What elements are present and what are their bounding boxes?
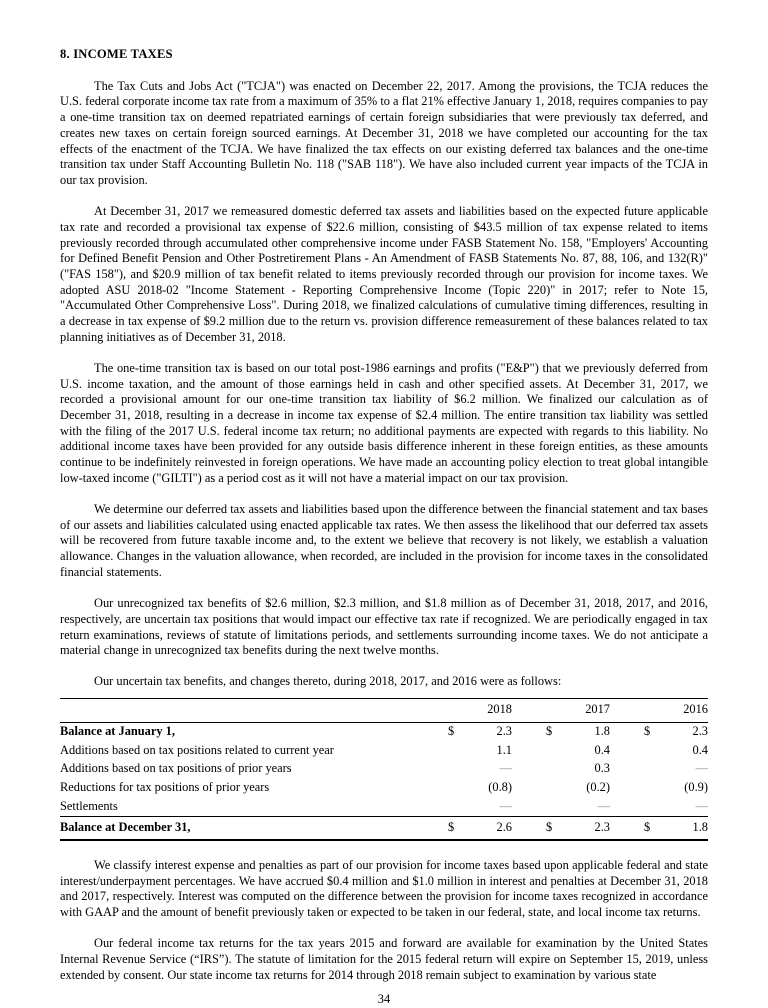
paragraph-unrecognized-benefits: Our unrecognized tax benefits of $2.6 million, $2.3 million, and $1.8 million as of December 31, 2018, 2017, and 2016, respectively, are uncertain tax positions that would impact our effective tax rate if recognized. We are periodically engaged in tax return examinations, reviews of statute of limitations periods, and settlements surrounding income taxes. We do not anticipate a material change in unrecognized tax benefits during the next twelve months. [60, 596, 708, 658]
currency-symbol [448, 742, 462, 761]
row-label: Settlements [60, 798, 118, 813]
paragraph-deferred-remeasurement: At December 31, 2017 we remeasured domestic deferred tax assets and liabilities based on the expected future applicable tax rate and recorded a provisional tax expense of $22.6 million, consisting of $43.5 million of tax expense related to items previously recorded through accumulated other comprehensive income under FASB Statement No. 158, "Employers' Accounting for Defined Benefit Pension and Other Postretirement Plans - An Amendment of FASB Statements No. 87, 88, 106, and 132(R)" ("FAS 158"), and $20.9 million of tax benefit related to items previously recorded through our provision for income taxes. We adopted ASU 2018-02 "Income Statement - Reporting Comprehensive Income (Topic 220)" in 2017; refer to Note 15, "Accumulated Other Comprehensive Loss". During 2018, we finalized calculations of cumulative timing differences, resulting in a decrease in tax expense of $9.2 million due to the return vs. provision difference remeasurement of these balances related to tax planning initiatives as of December 31, 2018. [60, 204, 708, 344]
currency-symbol [512, 798, 560, 817]
value-cell: — [597, 798, 610, 813]
currency-symbol: $ [512, 817, 560, 840]
paragraph-table-intro: Our uncertain tax benefits, and changes thereto, during 2018, 2017, and 2016 were as follows: [94, 674, 562, 689]
value-cell: — [695, 798, 708, 813]
table-row-reductions-prior-years [60, 779, 708, 798]
value-cell: (0.2) [586, 779, 610, 794]
currency-symbol: $ [644, 723, 651, 738]
table-header-row [60, 699, 708, 723]
currency-symbol [448, 798, 462, 817]
section-heading: 8. INCOME TAXES [60, 47, 173, 61]
row-label: Balance at January 1, [60, 723, 175, 738]
value-cell: 1.8 [658, 817, 708, 840]
currency-symbol [448, 779, 462, 798]
paragraph-transition-tax: The one-time transition tax is based on our total post-1986 earnings and profits ("E&P") that we previously deferred from U.S. income taxation, and the amount of those earnings held in cash and other specified assets. At December 31, 2017, we recorded a provisional amount for our one-time transition tax liability of $6.2 million. We finalized our calculation as of December 31, 2018, resulting in a decrease in income tax expense of $2.4 million. The entire transition tax liability was settled with the filing of the 2017 U.S. federal income tax return; no additional payments are expected with regards to this liability. No additional income taxes have been provided for any outside basis difference inherent in these foreign entities, as these amounts continue to be indefinitely reinvested in foreign operations. We have made an accounting policy election to treat global intangible low-taxed income ("GILTI") as a period cost as it will not have a material impact on our tax provision. [60, 360, 708, 485]
value-cell: (0.8) [488, 779, 512, 794]
value-cell: 2.3 [560, 817, 610, 840]
currency-symbol [610, 742, 658, 761]
value-cell: 1.8 [594, 723, 610, 738]
value-cell: 0.4 [692, 742, 708, 757]
value-cell: — [499, 798, 512, 813]
value-cell: 2.3 [496, 723, 512, 738]
value-cell: — [695, 761, 708, 776]
currency-symbol [610, 779, 658, 798]
currency-symbol [610, 798, 658, 817]
table-row-additions-prior-years [60, 760, 708, 779]
currency-symbol: $ [546, 723, 553, 738]
table-row-balance-december [60, 817, 708, 840]
value-cell: 0.3 [594, 761, 610, 776]
row-label: Additions based on tax positions of prior years [60, 761, 292, 776]
year-column-2016: 2016 [610, 699, 708, 723]
uncertain-tax-benefits-table [60, 698, 708, 841]
value-cell: (0.9) [684, 779, 708, 794]
paragraph-tcja-enactment: The Tax Cuts and Jobs Act ("TCJA") was enacted on December 22, 2017. Among the provisions, the TCJA reduces the U.S. federal corporate income tax rate from a maximum of 35% to a flat 21% effective January 1, 2018, requires companies to pay a one-time transition tax on deemed repatriated earnings of certain foreign subsidiaries that were previously tax deferred, and creates new taxes on certain foreign sourced earnings. At December 31, 2018 we have completed our accounting for the tax effects of the enactment of the TCJA. We have finalized the tax effects on our existing deferred tax balances and the one-time transition tax under Staff Accounting Bulletin No. 118 ("SAB 118"). We have also included current year impacts of the TCJA in our tax provision. [60, 78, 708, 187]
table-row-settlements [60, 798, 708, 817]
row-label: Balance at December 31, [60, 817, 448, 840]
value-cell: 1.1 [496, 742, 512, 757]
page-number: 34 [377, 991, 391, 1006]
currency-symbol: $ [448, 723, 455, 738]
paragraph-interest-penalties: We classify interest expense and penalties as part of our provision for income taxes based upon applicable federal and state interest/underpayment percentages. We have accrued $0.4 million and $1.0 million in interest and penalties at December 31, 2018 and 2017, respectively. Interest was computed on the difference between the provision for income taxes recognized in accordance with GAAP and the amount of benefit previously taken or expected to be taken in our federal, state, and local income tax returns. [60, 858, 708, 920]
currency-symbol [512, 779, 560, 798]
value-cell: — [499, 761, 512, 776]
table-row-additions-current-year [60, 742, 708, 761]
paragraph-irs-examination: Our federal income tax returns for the tax years 2015 and forward are available for examination by the United States Internal Revenue Service (“IRS”). The statute of limitation for the 2015 federal return will expire on September 15, 2019, unless extended by consent. Our state income tax returns for 2014 through 2018 remain subject to examination by various state [60, 936, 708, 982]
header-spacer [60, 699, 448, 723]
currency-symbol [448, 760, 462, 779]
currency-symbol: $ [448, 817, 462, 840]
paragraph-deferred-tax-policy: We determine our deferred tax assets and liabilities based upon the difference between the financial statement and tax bases of our assets and liabilities calculated using enacted applicable tax rates. We then assess the likelihood that our deferred tax assets will be recovered from future taxable income and, to the extent we believe that recovery is not likely, we establish a valuation allowance. Changes in the valuation allowance, when recorded, are included in the provision for income taxes in the consolidated financial statements. [60, 502, 708, 579]
currency-symbol [512, 760, 560, 779]
year-column-2018: 2018 [448, 699, 512, 723]
row-label: Reductions for tax positions of prior years [60, 779, 270, 794]
currency-symbol [610, 760, 658, 779]
value-cell: 2.6 [462, 817, 512, 840]
currency-symbol [512, 742, 560, 761]
value-cell: 2.3 [692, 723, 708, 738]
currency-symbol: $ [610, 817, 658, 840]
table-row-balance-january [60, 722, 708, 741]
row-label: Additions based on tax positions related to current year [60, 742, 334, 757]
value-cell: 0.4 [594, 742, 610, 757]
year-column-2017: 2017 [512, 699, 610, 723]
